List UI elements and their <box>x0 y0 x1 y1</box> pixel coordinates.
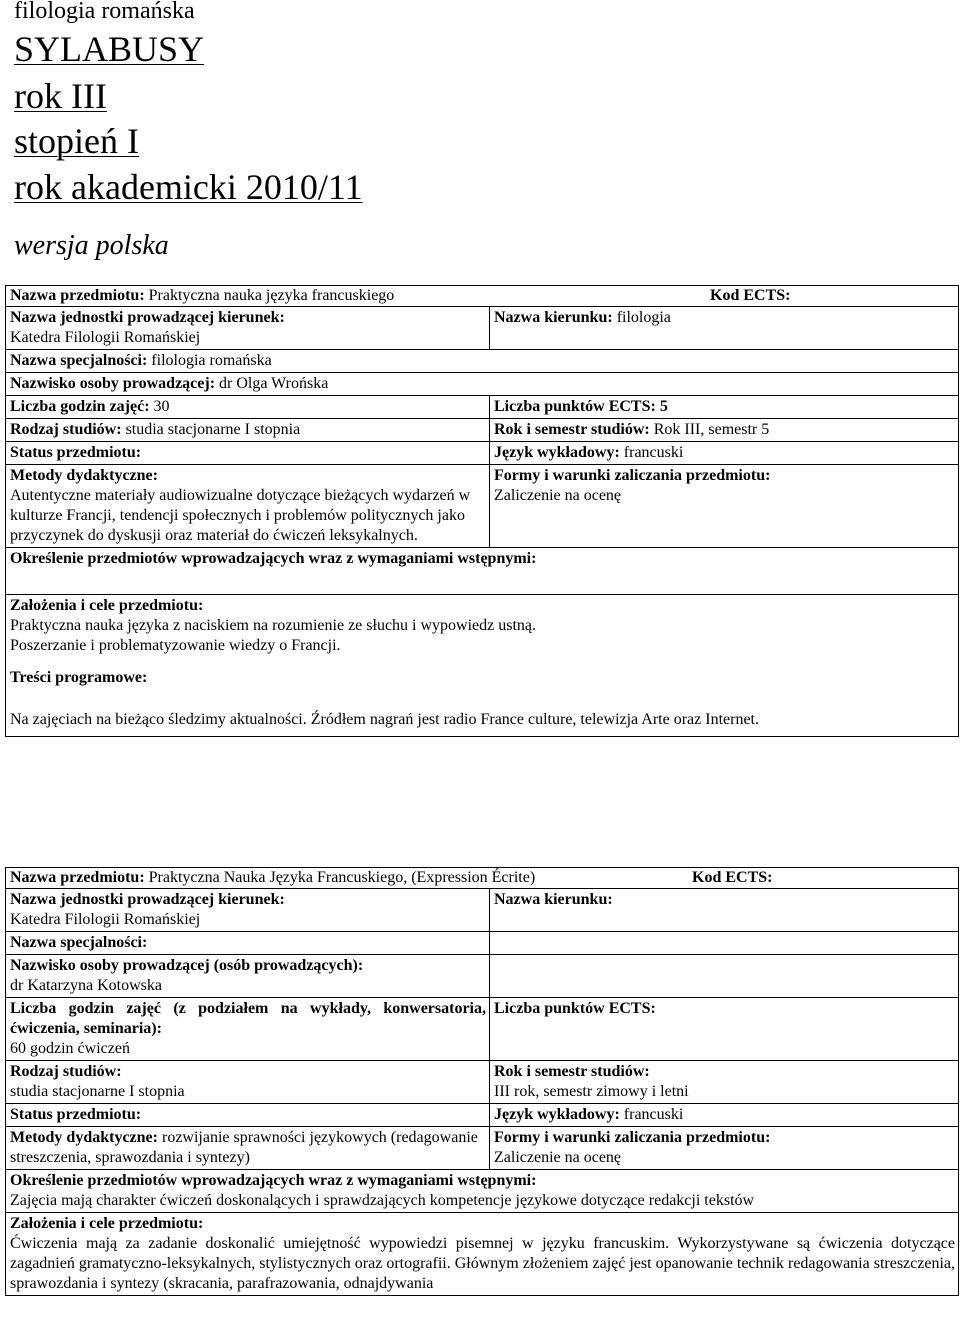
unit-value: Katedra Filologii Romańskiej <box>10 329 201 346</box>
goals-value-2: Ćwiczenia mają za zadanie doskonalić umiejętność wypowiedzi pisemnej w języku francuskim. Wykorzystywane są ćwiczenia dotyczące zagadnień gramatyczno-leksykalnych, stylistycznych oraz ortografii. Głównym złożeniem zajęć jest opanowanie technik redagowania streszczenia, sprawozdania i syntezy (skracania, parafrazowania, odnajdywania <box>10 1235 956 1292</box>
hours-value-2: 60 godzin ćwiczeń <box>10 1040 130 1057</box>
teacher-label-2: Nazwisko osoby prowadzącej (osób prowadzących): <box>10 957 364 974</box>
goals-line-2: Poszerzanie i problematyzowanie wiedzy o Francji. <box>10 637 341 654</box>
hours-label: Liczba godzin zajęć: <box>10 398 150 415</box>
syllabus-table-1 <box>5 285 959 737</box>
goals-label: Założenia i cele przedmiotu: <box>10 597 204 614</box>
status-row <box>6 442 959 465</box>
version-heading: wersja polska <box>14 230 169 261</box>
ects-points-label-2: Liczba punktów ECTS: <box>490 998 959 1061</box>
field-label: Nazwa kierunku: <box>494 309 613 326</box>
unit-row-2 <box>6 889 959 932</box>
study-type-label: Rodzaj studiów: <box>10 421 122 438</box>
spec-row <box>6 350 959 373</box>
subject-label-2: Nazwa przedmiotu: <box>10 869 145 886</box>
spec-label-2: Nazwa specjalności: <box>6 932 490 955</box>
faculty-heading: filologia romańska <box>14 0 195 24</box>
unit-label: Nazwa jednostki prowadzącej kierunek: <box>10 309 285 326</box>
content-label: Treści programowe: <box>10 669 148 686</box>
hours-row-2 <box>6 998 959 1061</box>
subject-label: Nazwa przedmiotu: <box>10 287 145 304</box>
type-row <box>6 419 959 442</box>
field-value: filologia <box>616 309 671 326</box>
term-value-2: III rok, semestr zimowy i letni <box>494 1083 689 1100</box>
field-label-2: Nazwa kierunku: <box>490 889 959 932</box>
methods-value-2: rozwijanie sprawności językowych (redagowanie streszczenia, sprawozdania i syntezy) <box>10 1129 478 1166</box>
year-heading: rok III <box>14 76 107 116</box>
term-value: Rok III, semestr 5 <box>653 421 770 438</box>
prereq-row <box>6 548 959 595</box>
methods-label: Metody dydaktyczne: <box>10 467 158 484</box>
teacher-value-2: dr Katarzyna Kotowska <box>10 977 162 994</box>
subject-row-2 <box>6 868 959 889</box>
prereq-row-2 <box>6 1170 959 1213</box>
teacher-value: dr Olga Wrońska <box>219 375 329 392</box>
goals-label-2: Założenia i cele przedmiotu: <box>10 1215 204 1232</box>
content-value: Na zajęciach na bieżąco śledzimy aktualności. Źródłem nagrań jest radio France culture, telewizja Arte oraz Internet. <box>10 711 759 728</box>
unit-row <box>6 307 959 350</box>
forms-value: Zaliczenie na ocenę <box>494 487 622 504</box>
spec-value: filologia romańska <box>151 352 272 369</box>
study-type-label-2: Rodzaj studiów: <box>10 1063 122 1080</box>
teacher-row-2 <box>6 955 959 998</box>
prereq-value-2: Zajęcia mają charakter ćwiczeń doskonalących i sprawdzających kompetencje językowe dotyczące redakcji tekstów <box>10 1192 755 1209</box>
status-label: Status przedmiotu: <box>6 442 490 465</box>
subject-row <box>6 286 959 307</box>
language-value-2: francuski <box>623 1106 684 1123</box>
syllabus-title: SYLABUSY <box>14 29 205 69</box>
teacher-row <box>6 373 959 396</box>
academic-year-heading: rok akademicki 2010/11 <box>14 167 363 207</box>
ects-points-label: Liczba punktów ECTS: 5 <box>490 396 959 419</box>
language-value: francuski <box>623 444 684 461</box>
forms-value-2: Zaliczenie na ocenę <box>494 1149 622 1166</box>
kod-ects-label-2: Kod ECTS: <box>692 869 773 886</box>
type-row-2 <box>6 1061 959 1104</box>
goals-line-1: Praktyczna nauka języka z naciskiem na rozumienie ze słuchu i wypowiedz ustną. <box>10 617 537 634</box>
term-label: Rok i semestr studiów: <box>494 421 650 438</box>
study-type-value: studia stacjonarne I stopnia <box>125 421 301 438</box>
methods-label-2: Metody dydaktyczne: <box>10 1129 158 1146</box>
teacher-label: Nazwisko osoby prowadzącej: <box>10 375 216 392</box>
prereq-label: Określenie przedmiotów wprowadzających wraz z wymaganiami wstępnymi: <box>10 550 537 567</box>
status-label-2: Status przedmiotu: <box>6 1104 490 1127</box>
language-label: Język wykładowy: <box>494 444 620 461</box>
goals-row <box>6 595 959 737</box>
methods-row-2 <box>6 1127 959 1170</box>
goals-row-2 <box>6 1213 959 1296</box>
forms-label-2: Formy i warunki zaliczania przedmiotu: <box>494 1129 771 1146</box>
methods-value: Autentyczne materiały audiowizualne dotyczące bieżących wydarzeń w kulturze Francji, tendencji społecznych i problemów politycznych jako przyczynek do dyskusji oraz materiał do ćwiczeń leksykalnych. <box>10 487 471 544</box>
methods-row <box>6 465 959 548</box>
status-row-2 <box>6 1104 959 1127</box>
syllabus-table-2 <box>5 867 959 1296</box>
degree-heading: stopień I <box>14 121 139 161</box>
spec-row-2 <box>6 932 959 955</box>
unit-value-2: Katedra Filologii Romańskiej <box>10 911 201 928</box>
term-label-2: Rok i semestr studiów: <box>494 1063 650 1080</box>
prereq-label-2: Określenie przedmiotów wprowadzających wraz z wymaganiami wstępnymi: <box>10 1172 537 1189</box>
unit-label-2: Nazwa jednostki prowadzącej kierunek: <box>10 891 285 908</box>
spec-label: Nazwa specjalności: <box>10 352 148 369</box>
subject-value: Praktyczna nauka języka francuskiego <box>148 287 395 304</box>
hours-value: 30 <box>153 398 170 415</box>
subject-value-2: Praktyczna Nauka Języka Francuskiego, (Expression Écrite) <box>148 869 536 886</box>
hours-label-2: Liczba godzin zajęć (z podziałem na wykłady, konwersatoria, ćwiczenia, seminaria): <box>10 1000 486 1037</box>
hours-row <box>6 396 959 419</box>
study-type-value-2: studia stacjonarne I stopnia <box>10 1083 185 1100</box>
forms-label: Formy i warunki zaliczania przedmiotu: <box>494 467 771 484</box>
kod-ects-label: Kod ECTS: <box>710 287 791 304</box>
language-label-2: Język wykładowy: <box>494 1106 620 1123</box>
